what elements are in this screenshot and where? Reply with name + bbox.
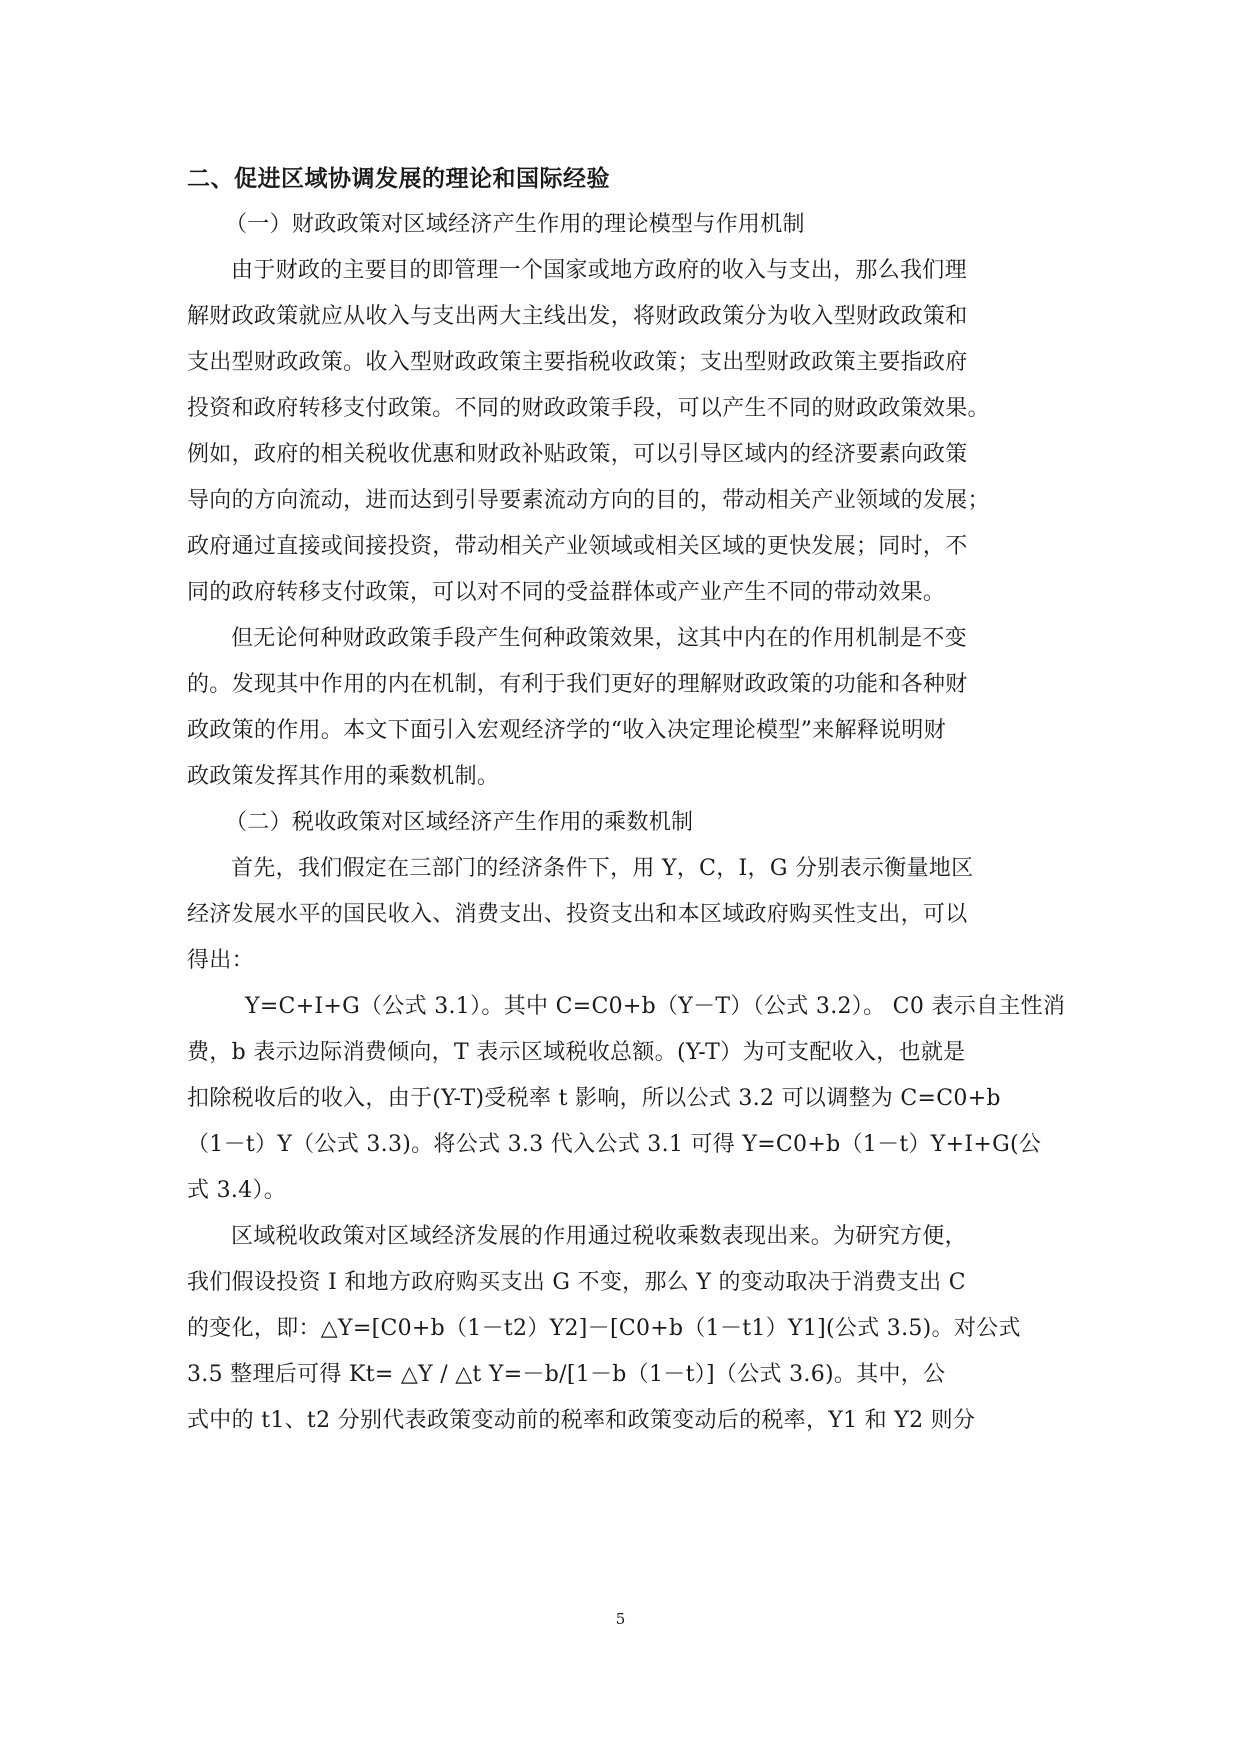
paragraph-line: 但无论何种财政政策手段产生何种政策效果，这其中内在的作用机制是不变 <box>231 626 967 651</box>
paragraph-line: （1－t）Y（公式 3.3)。将公式 3.3 代入公式 3.1 可得 Y=C0+b（1－t）Y+I+G(公 <box>187 1132 1042 1157</box>
subsection-title-2: （二）税收政策对区域经济产生作用的乘数机制 <box>225 810 694 835</box>
paragraph-line: 同的政府转移支付政策，可以对不同的受益群体或产业产生不同的带动效果。 <box>187 580 946 605</box>
paragraph-line: 区域税收政策对区域经济发展的作用通过税收乘数表现出来。为研究方便， <box>231 1224 967 1249</box>
paragraph-4 <box>187 984 1087 1214</box>
page-body <box>187 156 1087 1444</box>
section-title: 二、促进区域协调发展的理论和国际经验 <box>187 166 610 192</box>
paragraph-line: 支出型财政政策。收入型财政政策主要指税收政策；支出型财政政策主要指政府 <box>187 350 968 375</box>
paragraph-3 <box>187 846 1087 984</box>
paragraph-line: 我们假设投资 I 和地方政府购买支出 G 不变，那么 Y 的变动取决于消费支出 C <box>187 1270 966 1295</box>
paragraph-line: 的。发现其中作用的内在机制，有利于我们更好的理解财政政策的功能和各种财 <box>187 672 968 697</box>
paragraph-line: 政政策发挥其作用的乘数机制。 <box>187 764 500 789</box>
paragraph-line: Y=C+I+G（公式 3.1）。其中 C=C0+b（Y－T）（公式 3.2）。 C0 表示自主性消 <box>245 994 1066 1019</box>
paragraph-line: 3.5 整理后可得 Kt= △Y / △t Y=－b/[1－b（1－t）]（公式 3.6)。其中，公 <box>187 1362 946 1387</box>
paragraph-line: 式中的 t1、t2 分别代表政策变动前的税率和政策变动后的税率，Y1 和 Y2 则分 <box>187 1408 976 1433</box>
subsection-title-1: （一）财政政策对区域经济产生作用的理论模型与作用机制 <box>225 212 805 237</box>
paragraph-line: 解财政政策就应从收入与支出两大主线出发，将财政政策分为收入型财政政策和 <box>187 304 968 329</box>
paragraph-line: 政政策的作用。本文下面引入宏观经济学的“收入决定理论模型”来解释说明财 <box>187 718 946 743</box>
paragraph-line: 式 3.4）。 <box>187 1178 287 1203</box>
paragraph-line: 投资和政府转移支付政策。不同的财政政策手段，可以产生不同的财政政策效果。 <box>187 396 990 421</box>
paragraph-line: 例如，政府的相关税收优惠和财政补贴政策，可以引导区域内的经济要素向政策 <box>187 442 968 467</box>
paragraph-line: 首先，我们假定在三部门的经济条件下，用 Y，C，I，G 分别表示衡量地区 <box>231 856 974 881</box>
paragraph-2 <box>187 616 1087 800</box>
paragraph-line: 经济发展水平的国民收入、消费支出、投资支出和本区域政府购买性支出，可以 <box>187 902 968 927</box>
paragraph-5 <box>187 1214 1087 1444</box>
paragraph-line: 得出： <box>187 948 254 973</box>
page-number: 5 <box>615 1610 626 1628</box>
paragraph-1 <box>187 248 1087 616</box>
paragraph-line: 由于财政的主要目的即管理一个国家或地方政府的收入与支出，那么我们理 <box>231 258 967 283</box>
paragraph-line: 费，b 表示边际消费倾向，T 表示区域税收总额。(Y-T）为可支配收入，也就是 <box>187 1040 966 1065</box>
paragraph-line: 导向的方向流动，进而达到引导要素流动方向的目的，带动相关产业领域的发展； <box>187 488 990 513</box>
paragraph-line: 政府通过直接或间接投资，带动相关产业领域或相关区域的更快发展；同时，不 <box>187 534 968 559</box>
paragraph-line: 扣除税收后的收入，由于(Y-T)受税率 t 影响，所以公式 3.2 可以调整为 C=C0+b <box>187 1086 1001 1111</box>
paragraph-line: 的变化，即：△Y=[C0+b（1－t2）Y2]－[C0+b（1－t1）Y1](公式 3.5)。对公式 <box>187 1316 1021 1341</box>
